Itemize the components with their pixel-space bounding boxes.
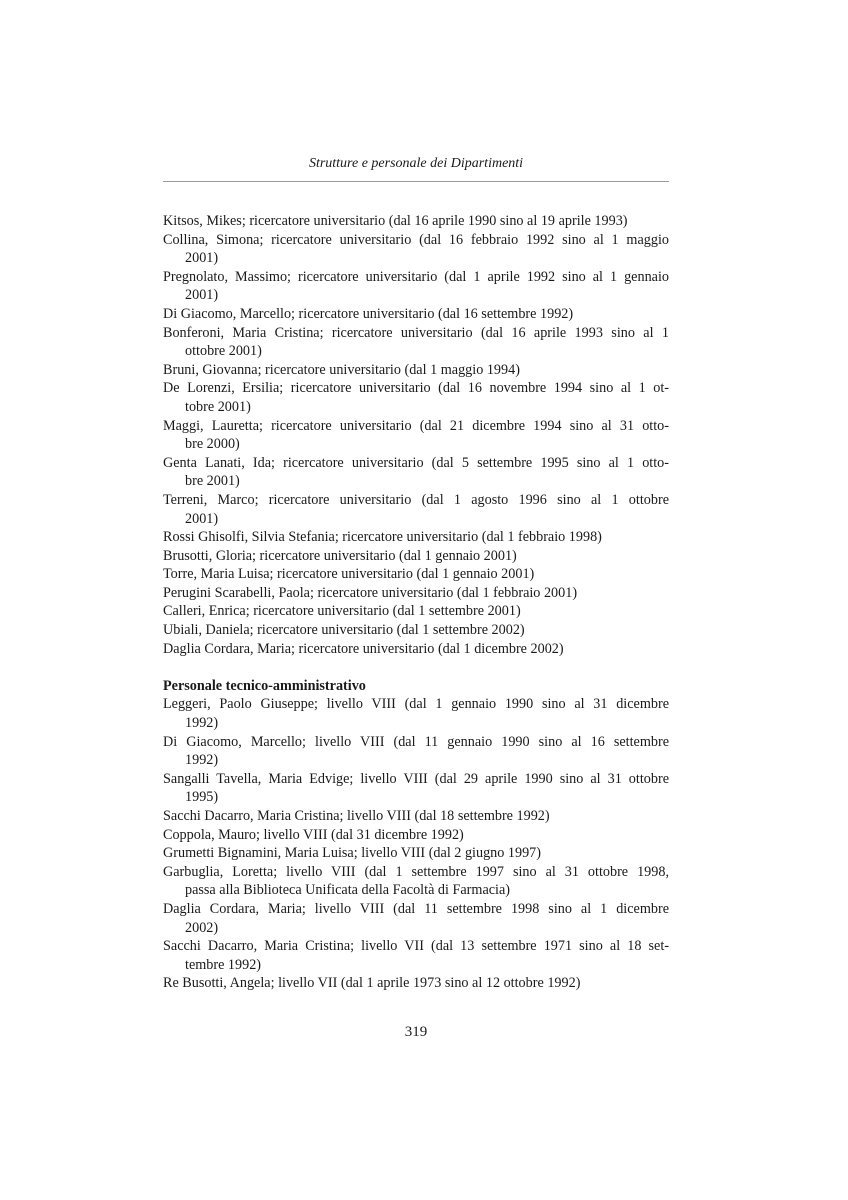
entry-line: Collina, Simona; ricercatore universitario (dal 16 febbraio 1992 sino al 1 maggio (163, 231, 669, 248)
entry-line: Daglia Cordara, Maria; livello VIII (dal 11 settembre 1998 sino al 1 dicembre (163, 900, 669, 917)
list-entry (163, 974, 669, 993)
entry-line: Calleri, Enrica; ricercatore universitario (dal 1 settembre 2001) (163, 603, 521, 620)
entry-line: Sangalli Tavella, Maria Edvige; livello VIII (dal 29 aprile 1990 sino al 31 ottobre (163, 770, 669, 787)
entry-line: Bonferoni, Maria Cristina; ricercatore universitario (dal 16 aprile 1993 sino al 1 (163, 324, 669, 341)
researchers-list (163, 212, 669, 658)
entry-line: Sacchi Dacarro, Maria Cristina; livello VIII (dal 18 settembre 1992) (163, 808, 550, 824)
entry-line: 2001) (185, 510, 219, 527)
entry-line: 2002) (185, 919, 219, 936)
list-entry (163, 305, 669, 324)
entry-line: Re Busotti, Angela; livello VII (dal 1 aprile 1973 sino al 12 ottobre 1992) (163, 975, 581, 992)
list-entry (163, 844, 669, 863)
entry-line: Kitsos, Mikes; ricercatore universitario (dal 16 aprile 1990 sino al 19 aprile 1993) (163, 213, 628, 229)
list-entry (163, 733, 669, 770)
list-entry (163, 640, 669, 659)
entry-line: tembre 1992) (185, 956, 262, 973)
entry-line: Terreni, Marco; ricercatore universitario (dal 1 agosto 1996 sino al 1 ottobre (163, 491, 669, 508)
list-entry (163, 212, 669, 231)
list-entry (163, 565, 669, 584)
entry-line: Garbuglia, Loretta; livello VIII (dal 1 settembre 1997 sino al 31 ottobre 1998, (163, 863, 669, 880)
entry-line: Di Giacomo, Marcello; ricercatore universitario (dal 16 settembre 1992) (163, 305, 574, 322)
list-entry (163, 937, 669, 974)
entry-line: Brusotti, Gloria; ricercatore universitario (dal 1 gennaio 2001) (163, 547, 517, 564)
entry-line: Bruni, Giovanna; ricercatore universitario (dal 1 maggio 1994) (163, 361, 520, 378)
entry-line: Coppola, Mauro; livello VIII (dal 31 dicembre 1992) (163, 826, 464, 843)
entry-line: bre 2000) (185, 436, 240, 453)
entry-line: ottobre 2001) (185, 343, 262, 360)
entry-line: passa alla Biblioteca Unificata della Facoltà di Farmacia) (185, 882, 510, 899)
entry-line: Grumetti Bignamini, Maria Luisa; livello VIII (dal 2 giugno 1997) (163, 845, 542, 862)
entry-line: Maggi, Lauretta; ricercatore universitario (dal 21 dicembre 1994 sino al 31 otto- (163, 417, 669, 434)
running-head: Strutture e personale dei Dipartimenti (308, 156, 524, 171)
list-entry (163, 807, 669, 826)
entry-line: 1992) (185, 715, 219, 732)
entry-line: Torre, Maria Luisa; ricercatore universitario (dal 1 gennaio 2001) (163, 566, 535, 583)
list-entry (163, 361, 669, 380)
list-entry (163, 900, 669, 937)
list-entry (163, 863, 669, 900)
list-entry (163, 770, 669, 807)
list-entry (163, 584, 669, 603)
entry-line: Daglia Cordara, Maria; ricercatore universitario (dal 1 dicembre 2002) (163, 640, 564, 657)
list-entry (163, 621, 669, 640)
entry-line: 1992) (185, 752, 219, 769)
page-number: 319 (404, 1024, 428, 1040)
entry-line: Genta Lanati, Ida; ricercatore universitario (dal 5 settembre 1995 sino al 1 otto- (163, 454, 669, 471)
list-entry (163, 602, 669, 621)
entry-line: tobre 2001) (185, 398, 251, 415)
entry-line: Di Giacomo, Marcello; livello VIII (dal 11 gennaio 1990 sino al 16 settembre (163, 733, 669, 750)
page-body (163, 212, 669, 993)
entry-line: Pregnolato, Massimo; ricercatore universitario (dal 1 aprile 1992 sino al 1 gennaio (163, 268, 669, 285)
technical-staff-list (163, 695, 669, 993)
list-entry (163, 528, 669, 547)
list-entry (163, 695, 669, 732)
entry-line: Rossi Ghisolfi, Silvia Stefania; ricercatore universitario (dal 1 febbraio 1998) (163, 529, 602, 546)
list-entry (163, 491, 669, 528)
entry-line: Ubiali, Daniela; ricercatore universitario (dal 1 settembre 2002) (163, 622, 525, 639)
list-entry (163, 379, 669, 416)
entry-line: 1995) (185, 789, 219, 806)
list-entry (163, 547, 669, 566)
section-heading: Personale tecnico-amministrativo (163, 677, 366, 694)
list-entry (163, 231, 669, 268)
list-entry (163, 268, 669, 305)
header-rule (163, 181, 669, 182)
entry-line: bre 2001) (185, 473, 240, 490)
list-entry (163, 826, 669, 845)
list-entry (163, 454, 669, 491)
entry-line: Leggeri, Paolo Giuseppe; livello VIII (dal 1 gennaio 1990 sino al 31 dicembre (163, 696, 669, 713)
list-entry (163, 417, 669, 454)
entry-line: Perugini Scarabelli, Paola; ricercatore universitario (dal 1 febbraio 2001) (163, 584, 578, 601)
list-entry (163, 324, 669, 361)
entry-line: Sacchi Dacarro, Maria Cristina; livello VII (dal 13 settembre 1971 sino al 18 set- (163, 938, 669, 955)
entry-line: 2001) (185, 250, 219, 267)
entry-line: De Lorenzi, Ersilia; ricercatore universitario (dal 16 novembre 1994 sino al 1 ot- (163, 380, 669, 397)
entry-line: 2001) (185, 287, 219, 304)
